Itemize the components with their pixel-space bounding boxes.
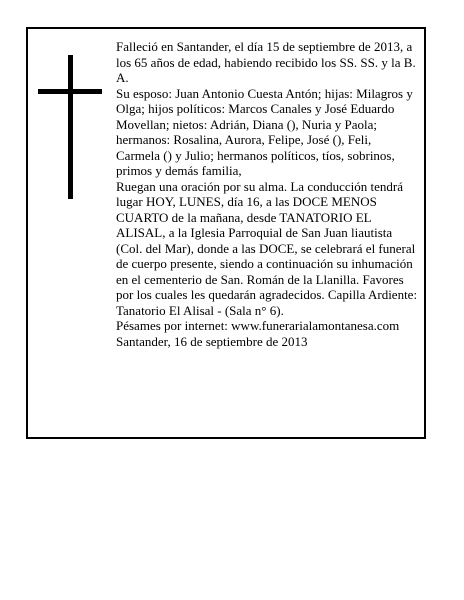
family-list: Su esposo: Juan Antonio Cuesta Antón; hijas: Milagros y Olga; hijos políticos: Marcos Canales y José Eduardo Movellan; nietos: Adrián, Diana (), Nuria y Paola; hermanos: Rosalina, Aurora, Felipe, José (), Feli, Carmela () y Julio; hermanos políticos, tíos, sobrinos, primos y demás familia, [116,85,413,178]
cross-icon [38,55,102,199]
notice-text [116,39,418,349]
date-line: Santander, 16 de septiembre de 2013 [116,333,308,349]
funeral-details: Ruegan una oración por su alma. La conducción tendrá lugar HOY, LUNES, día 16, a las DOCE MENOS CUARTO de la mañana, desde TANATORIO EL ALISAL, a la Iglesia Parroquial de San Juan liautista (Col. del Mar), donde a las DOCE, se celebrará el funeral de cuerpo presente, siendo a continuación su inhumación en el cementerio de San. Román de la Llanilla. Favores por los cuales les quedarán agradecidos. Capilla Ardiente: Tanatorio El Alisal - (Sala n° 6). [116,178,418,318]
cross-horizontal-bar [38,89,102,94]
death-announcement: Falleció en Santander, el día 15 de septiembre de 2013, a los 65 años de edad, habiendo recibido los SS. SS. y la B. A. [116,39,416,85]
cross-vertical-bar [68,55,73,199]
condolences-website: Pésames por internet: www.funerarialamontanesa.com [116,318,400,333]
obituary-notice [26,27,426,439]
